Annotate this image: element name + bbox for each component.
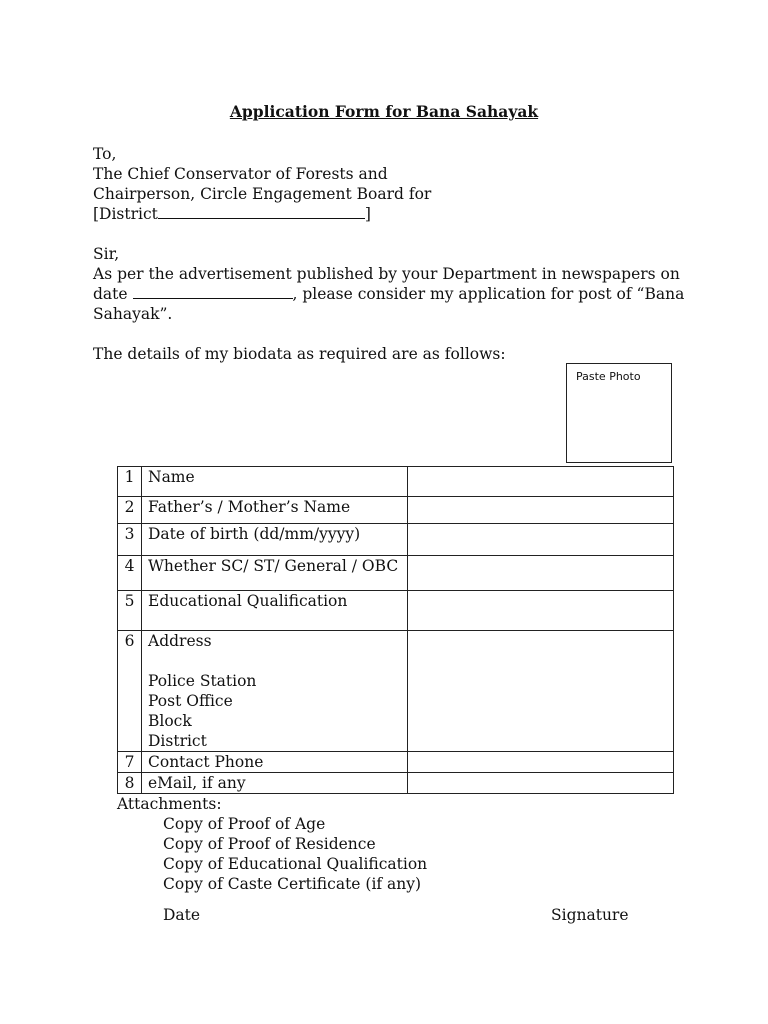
letter-line-1: As per the advertisement published by your Department in newspapers on xyxy=(93,265,680,283)
block-label: Block xyxy=(148,712,192,730)
district-prefix: [District xyxy=(93,205,158,223)
row-number: 7 xyxy=(118,752,142,773)
row-number: 4 xyxy=(118,556,142,591)
table-row xyxy=(118,591,674,631)
category-value-cell[interactable] xyxy=(408,556,674,591)
letter-line-2-suffix: , please consider my application for post of “Bana xyxy=(292,285,685,303)
row-number: 8 xyxy=(118,773,142,794)
row-label: Address xyxy=(148,632,212,650)
row-label: Father’s / Mother’s Name xyxy=(142,497,408,524)
date-label: Date xyxy=(163,906,201,924)
signature-label: Signature xyxy=(551,906,629,924)
name-value-cell[interactable] xyxy=(408,467,674,497)
phone-value-cell[interactable] xyxy=(408,752,674,773)
row-label: Educational Qualification xyxy=(142,591,408,631)
address-line-3: Chairperson, Circle Engagement Board for xyxy=(93,185,432,203)
row-number: 6 xyxy=(118,631,142,752)
district-blank[interactable] xyxy=(158,204,365,219)
row-label: Date of birth (dd/mm/yyyy) xyxy=(142,524,408,556)
row-label: Contact Phone xyxy=(142,752,408,773)
photo-label: Paste Photo xyxy=(576,370,641,383)
parent-name-value-cell[interactable] xyxy=(408,497,674,524)
date-blank[interactable] xyxy=(133,284,293,299)
address-label-cell xyxy=(142,631,408,752)
email-value-cell[interactable] xyxy=(408,773,674,794)
letter-line-2 xyxy=(93,284,684,304)
district-line xyxy=(93,204,371,224)
row-label: Name xyxy=(142,467,408,497)
list-item: Copy of Proof of Residence xyxy=(163,835,376,853)
qualification-value-cell[interactable] xyxy=(408,591,674,631)
date-prefix: date xyxy=(93,285,128,303)
district-label: District xyxy=(148,732,207,750)
salutation: Sir, xyxy=(93,245,120,263)
biodata-table xyxy=(117,466,674,794)
list-item: Copy of Caste Certificate (if any) xyxy=(163,875,422,893)
address-value-cell[interactable] xyxy=(408,631,674,752)
row-number: 3 xyxy=(118,524,142,556)
row-label: Whether SC/ ST/ General / OBC xyxy=(142,556,408,591)
police-station-label: Police Station xyxy=(148,672,257,690)
row-number: 1 xyxy=(118,467,142,497)
row-number: 5 xyxy=(118,591,142,631)
table-row xyxy=(118,773,674,794)
table-row xyxy=(118,467,674,497)
form-title: Application Form for Bana Sahayak xyxy=(229,102,539,121)
table-row xyxy=(118,497,674,524)
row-number: 2 xyxy=(118,497,142,524)
list-item: Copy of Educational Qualification xyxy=(163,855,428,873)
table-row xyxy=(118,752,674,773)
table-row xyxy=(118,524,674,556)
letter-line-3: Sahayak”. xyxy=(93,305,173,323)
list-item: Copy of Proof of Age xyxy=(163,815,326,833)
address-line-2: The Chief Conservator of Forests and xyxy=(93,165,388,183)
attachments-heading: Attachments: xyxy=(117,795,222,813)
row-label: eMail, if any xyxy=(142,773,408,794)
district-suffix: ] xyxy=(364,205,371,223)
table-row xyxy=(118,631,674,752)
details-intro: The details of my biodata as required are as follows: xyxy=(93,345,506,363)
address-to: To, xyxy=(93,145,117,163)
photo-box[interactable] xyxy=(566,363,672,463)
dob-value-cell[interactable] xyxy=(408,524,674,556)
table-row xyxy=(118,556,674,591)
post-office-label: Post Office xyxy=(148,692,233,710)
